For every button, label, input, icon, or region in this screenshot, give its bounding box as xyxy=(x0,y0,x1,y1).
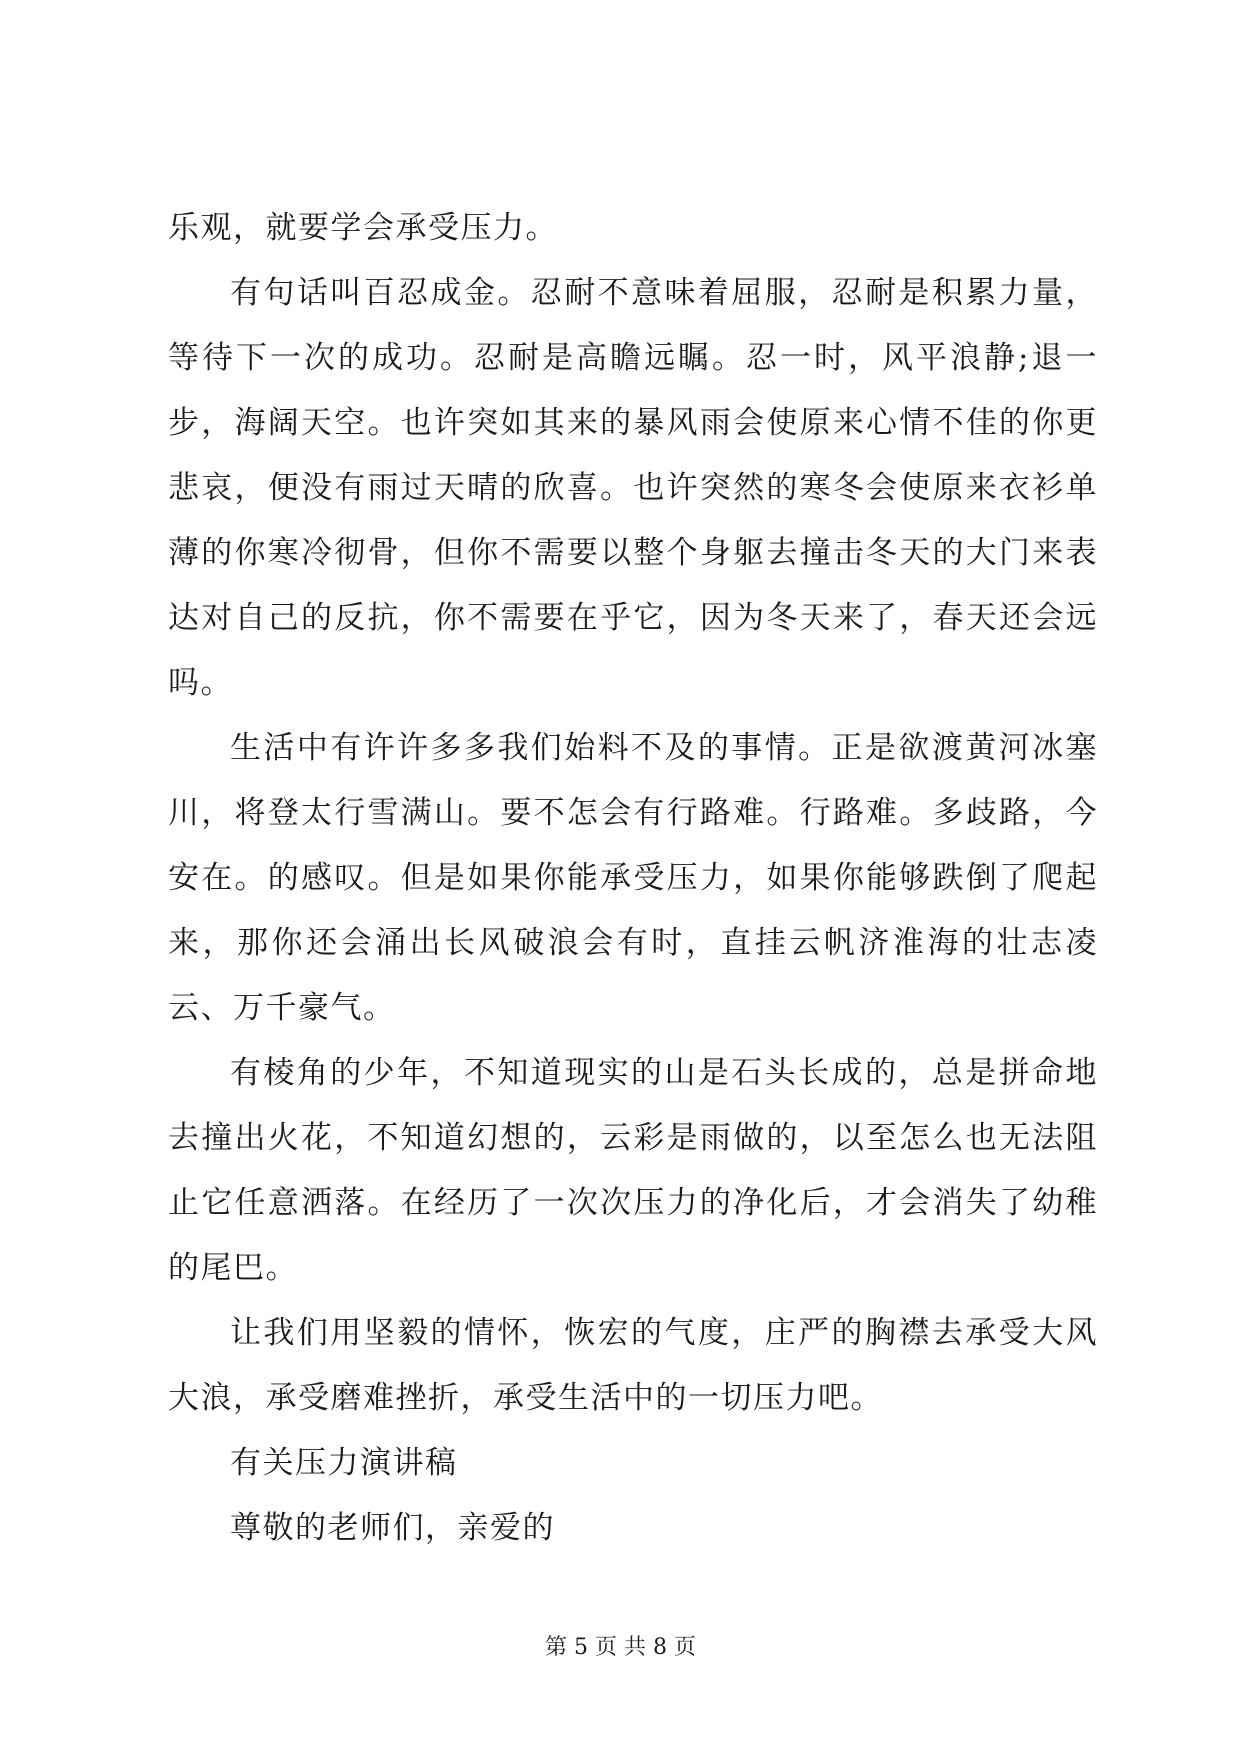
page-footer: 第 5 页 共 8 页 xyxy=(545,1635,696,1660)
section-title: 有关压力演讲稿 xyxy=(230,1445,458,1481)
paragraph-youth: 有棱角的少年，不知道现实的山是石头长成的，总是拼命地去撞出火花，不知道幻想的，云彩是雨做的，以至怎么也无法阻止它任意洒落。在经历了一次次压力的净化后，才会消失了幼稚的尾巴。 xyxy=(168,1055,1098,1286)
paragraph-endurance: 有句话叫百忍成金。忍耐不意味着屈服，忍耐是积累力量，等待下一次的成功。忍耐是高瞻远瞩。忍一时，风平浪静;退一步，海阔天空。也许突如其来的暴风雨会使原来心情不佳的你更悲哀，便没有雨过天晴的欣喜。也许突然的寒冬会使原来衣衫单薄的你寒冷彻骨，但你不需要以整个身躯去撞击冬天的大门来表达对自己的反抗，你不需要在乎它，因为冬天来了，春天还会远吗。 xyxy=(168,275,1098,701)
paragraph-conclusion: 让我们用坚毅的情怀，恢宏的气度，庄严的胸襟去承受大风大浪，承受磨难挫折，承受生活中的一切压力吧。 xyxy=(168,1315,1098,1416)
salutation: 尊敬的老师们，亲爱的 xyxy=(230,1510,555,1546)
paragraph-continuation: 乐观，就要学会承受压力。 xyxy=(168,210,558,246)
document-body xyxy=(168,196,1098,1561)
paragraph-life-hardships: 生活中有许许多多我们始料不及的事情。正是欲渡黄河冰塞川，将登太行雪满山。要不怎会有行路难。行路难。多歧路，今安在。的感叹。但是如果你能承受压力，如果你能够跌倒了爬起来，那你还会涌出长风破浪会有时，直挂云帆济淮海的壮志凌云、万千豪气。 xyxy=(168,730,1098,1026)
